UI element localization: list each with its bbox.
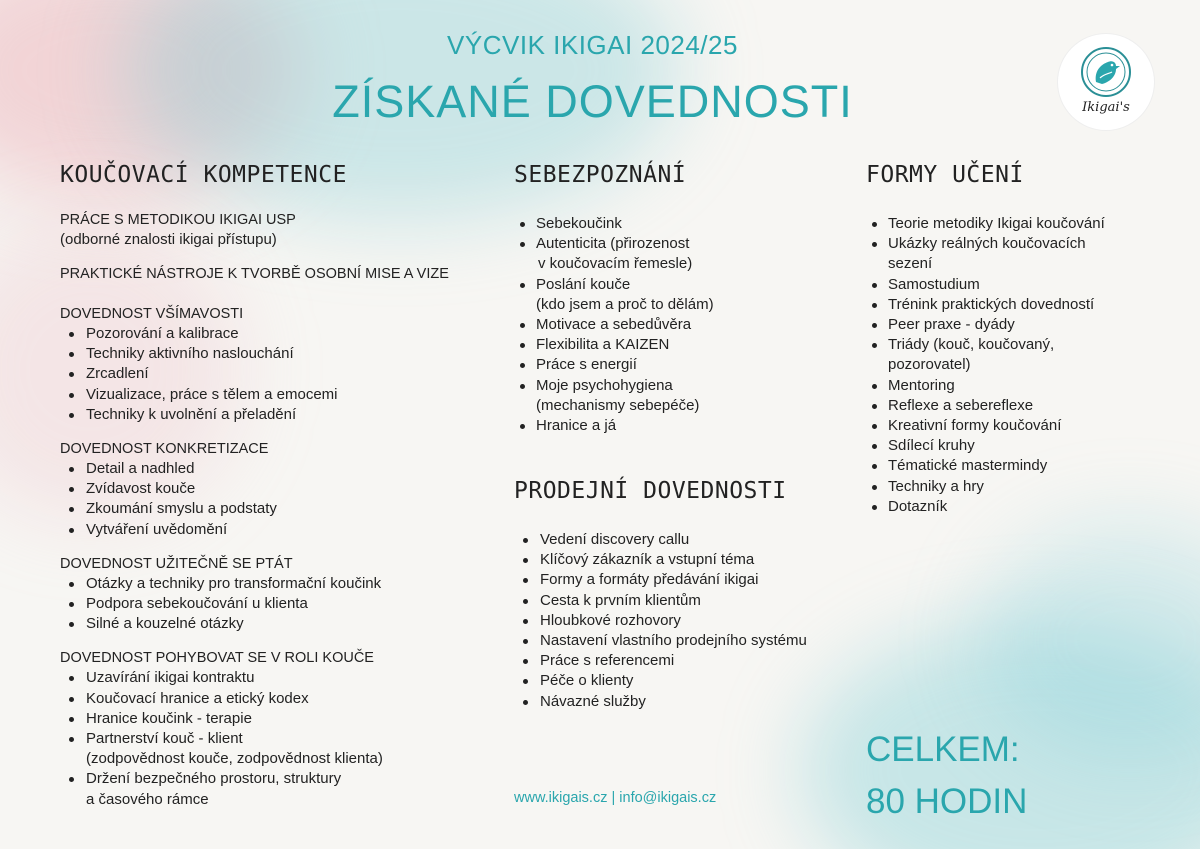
- sales-skills-list: [514, 530, 844, 712]
- list-item: Zrcadlení: [60, 364, 480, 384]
- list-item-text: Moje psychohygiena: [536, 376, 673, 394]
- list-item: Teorie metodiky Ikigai koučování: [866, 214, 1166, 234]
- list-item: Techniky k uvolnění a přeladění: [60, 405, 480, 425]
- list-item: Hranice koučink - terapie: [60, 709, 480, 729]
- list-item: Detail a nadhled: [60, 459, 480, 479]
- list-item-continuation: (kdo jsem a proč to dělám): [536, 295, 714, 313]
- list-item: Kreativní formy koučování: [866, 416, 1166, 436]
- eyebrow-title: VÝCVIK IKIGAI 2024/25: [447, 30, 738, 60]
- logo: [1058, 34, 1154, 130]
- column-learning-forms: [866, 160, 1166, 517]
- group-list: [60, 668, 480, 809]
- list-item: Tématické mastermindy: [866, 456, 1166, 476]
- total-label: CELKEM:: [866, 730, 1020, 769]
- paragraph-methodology: PRÁCE S METODIKOU IKIGAI USP: [60, 212, 296, 228]
- list-item: Techniky a hry: [866, 477, 1166, 497]
- list-item: Silné a kouzelné otázky: [60, 614, 480, 634]
- list-item-text: Autenticita (přirozenost: [536, 235, 690, 253]
- group-title: DOVEDNOST UŽITEČNĚ SE PTÁT: [60, 555, 293, 572]
- section-heading: SEBEZPOZNÁNÍ: [514, 162, 687, 188]
- logo-text: Ikigai's: [1082, 100, 1130, 115]
- list-item: Zvídavost kouče: [60, 479, 480, 499]
- group-list: [60, 324, 480, 425]
- total-value: 80 HODIN: [866, 782, 1028, 821]
- learning-forms-list: [866, 214, 1166, 517]
- list-item: Reflexe a sebereflexe: [866, 396, 1166, 416]
- list-item: [60, 769, 480, 809]
- list-item: Sebekoučink: [514, 214, 844, 234]
- column-self-knowledge: [514, 160, 844, 436]
- list-item: Vedení discovery callu: [514, 530, 844, 550]
- section-heading: KOUČOVACÍ KOMPETENCE: [60, 162, 347, 188]
- list-item: Nastavení vlastního prodejního systému: [514, 631, 815, 651]
- list-item: [514, 234, 844, 274]
- list-item: Formy a formáty předávání ikigai: [514, 570, 780, 590]
- list-item: Práce s energií: [514, 355, 844, 375]
- list-item: Hranice a já: [514, 416, 844, 436]
- list-item: Flexibilita a KAIZEN: [514, 335, 844, 355]
- list-item: Motivace a sebedůvěra: [514, 315, 844, 335]
- list-item-continuation: a časového rámce: [86, 790, 209, 808]
- self-knowledge-list: [514, 214, 844, 436]
- list-item: [514, 275, 844, 315]
- list-item: Otázky a techniky pro transformační koučink: [60, 574, 480, 594]
- group-list: [60, 574, 480, 635]
- page-title: ZÍSKANÉ DOVEDNOSTI: [332, 76, 853, 127]
- list-item: Samostudium: [866, 275, 1166, 295]
- list-item: Cesta k prvním klientům: [514, 591, 844, 611]
- list-item: Vizualizace, práce s tělem a emocemi: [60, 385, 480, 405]
- column-sales-skills: [514, 476, 844, 712]
- group-title: DOVEDNOST KONKRETIZACE: [60, 441, 269, 458]
- list-item: Práce s referencemi: [514, 651, 844, 671]
- group-title: DOVEDNOST POHYBOVAT SE V ROLI KOUČE: [60, 650, 374, 667]
- list-item: Pozorování a kalibrace: [60, 324, 480, 344]
- list-item-text: Držení bezpečného prostoru, struktury: [86, 770, 342, 788]
- list-item: Vytváření uvědomění: [60, 520, 480, 540]
- group-list: [60, 459, 480, 540]
- paragraph-methodology-note: (odborné znalosti ikigai přístupu): [60, 231, 277, 248]
- bird-logo-icon: [1072, 42, 1140, 102]
- list-item: Techniky aktivního naslouchání: [60, 344, 480, 364]
- list-item: Uzavírání ikigai kontraktu: [60, 668, 480, 688]
- section-heading: FORMY UČENÍ: [866, 162, 1024, 188]
- section-heading: PRODEJNÍ DOVEDNOSTI: [514, 478, 787, 504]
- list-item-continuation: v koučovacím řemesle): [538, 255, 693, 273]
- list-item: [60, 729, 480, 769]
- list-item-text: Partnerství kouč - klient: [86, 730, 243, 748]
- total-hours: [866, 724, 1166, 828]
- footer-contact: www.ikigais.cz | info@ikigais.cz: [514, 790, 717, 806]
- list-item: Zkoumání smyslu a podstaty: [60, 499, 480, 519]
- list-item: Ukázky reálných koučovacích sezení: [866, 234, 1128, 274]
- list-item: Peer praxe - dyády: [866, 315, 1166, 335]
- list-item: Péče o klienty: [514, 671, 844, 691]
- group-title: DOVEDNOST VŠÍMAVOSTI: [60, 306, 244, 322]
- list-item-text: Poslání kouče: [536, 275, 631, 293]
- list-item: Klíčový zákazník a vstupní téma: [514, 550, 844, 570]
- list-item: Mentoring: [866, 376, 1166, 396]
- list-item: Hloubkové rozhovory: [514, 611, 844, 631]
- list-item-continuation: (zodpovědnost kouče, zodpovědnost klienta): [86, 750, 383, 768]
- list-item-continuation: (mechanismy sebepéče): [536, 396, 700, 414]
- list-item: [514, 376, 844, 416]
- list-item: Triády (kouč, koučovaný, pozorovatel): [866, 335, 1108, 375]
- list-item: Sdílecí kruhy: [866, 436, 1166, 456]
- column-coaching-competencies: [60, 160, 480, 810]
- list-item: Návazné služby: [514, 692, 844, 712]
- list-item: Dotazník: [866, 497, 1166, 517]
- list-item: Podpora sebekoučování u klienta: [60, 594, 480, 614]
- paragraph-tools: PRAKTICKÉ NÁSTROJE K TVORBĚ OSOBNÍ MISE A VIZE: [60, 266, 449, 282]
- list-item: Trénink praktických dovedností: [866, 295, 1166, 315]
- list-item: Koučovací hranice a etický kodex: [60, 689, 480, 709]
